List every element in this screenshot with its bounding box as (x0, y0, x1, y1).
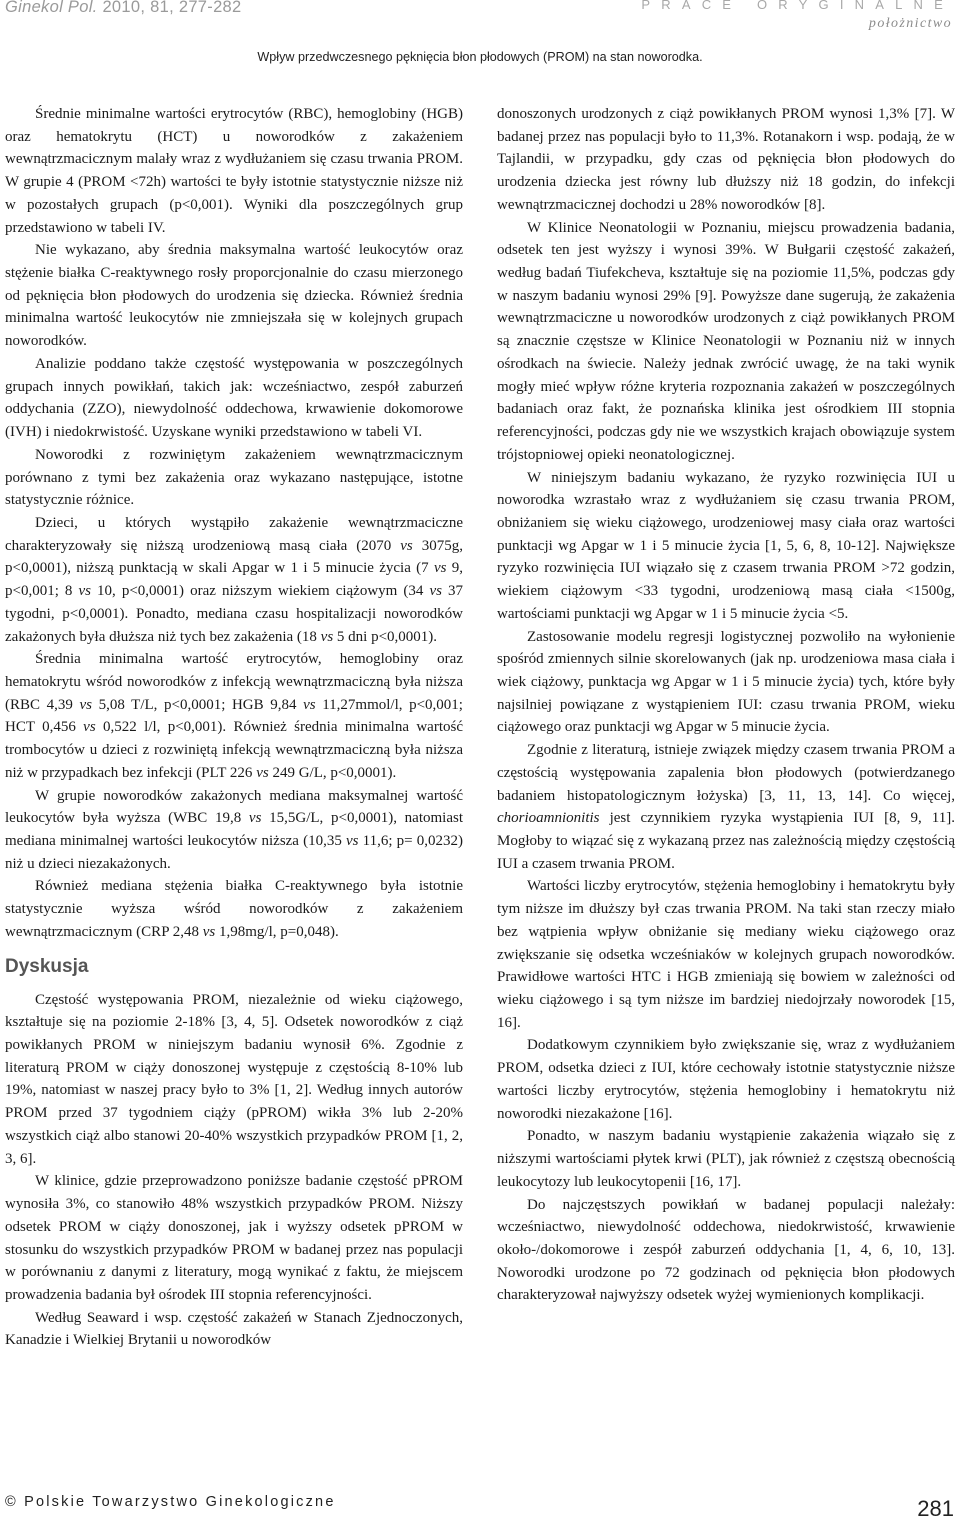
paragraph: Również mediana stężenia białka C-reaktywnego była istotnie statystycznie wyższa wśród noworodków z zakażeniem wewnątrzmacicznym (CRP 2,48 vs 1,98mg/l, p=0,048). (5, 878, 463, 940)
right-column (497, 103, 955, 1307)
paragraph: Analizie poddano także częstość występowania w poszczególnych grupach innych powikłań, takich jak: wcześniactwo, zespół zaburzeń oddychania (ZZO), niewydolność oddechowa, krwawienie dokomorowe (IVH) i niedokrwistość. Uzyskane wyniki przedstawiono w tabeli VI. (5, 355, 463, 441)
article-subsection-label: położnictwo (868, 16, 952, 31)
paragraph: Średnie minimalne wartości erytrocytów (RBC), hemoglobiny (HGB) oraz hematokrytu (HCT) u noworodków z zakażeniem wewnątrzmacicznym malały wraz z wydłużaniem się czasu trwania PROM. W grupie 4 (PROM <72h) wartości te były istotnie statystycznie niższe niż w pozostałych grupach (p<0,001). Wyniki dla poszczególnych grup przedstawiono w tabeli IV. (5, 106, 463, 236)
page-number: 281 (917, 1496, 954, 1521)
left-column (5, 103, 463, 1352)
paragraph: W klinice, gdzie przeprowadzono poniższe badanie częstość pPROM wynosiła 3%, co stanowiło 48% wszystkich przypadków PROM. Niższy odsetek PROM w ciąży donoszonej, jak i wyższy odsetek pPROM w stosunku do wszystkich przypadków PROM w badanej przez nas populacji w porównaniu z danymi z literatury, mogą wynikać z faktu, że miejscem prowadzenia badania był ośrodek III stopnia referencyjności. (5, 1173, 463, 1303)
paragraph: donoszonych urodzonych z ciąż powikłanych PROM wynosi 1,3% [7]. W badanej przez nas populacji było to 11,3%. Rotanakorn i wsp. podają, że w Tajlandii, w przypadku, gdy czas od pęknięcia błon płodowych do urodzenia dziecka jest równy lub dłuższy niż 18 godzin, do infekcji wewnątrzmacicznej dochodzi u 28% noworodków [8]. (497, 106, 955, 213)
paragraph: Noworodki z rozwiniętym zakażeniem wewnątrzmacicznym porównano z tymi bez zakażenia oraz wykazano następujące, istotne statystycznie różnice. (5, 446, 463, 509)
paragraph: Częstość występowania PROM, niezależnie od wieku ciążowego, kształtuje się na poziomie 2-18% [3, 4, 5]. Odsetek noworodków z ciąż powikłanych PROM w niniejszym badaniu wynosił 6%. Zgodnie z literaturą PROM w ciąży donoszonej występuje z częstością 8-10% lub 19%, natomiast w naszej pracy było to 3% [1, 2]. Według innych autorów PROM przed 37 tygodniem ciąży (pPROM) wikła 3% lub 2-20% wszystkich ciąż albo stanowi 20-40% wszystkich przypadków PROM [1, 2, 3, 6]. (5, 991, 463, 1167)
paragraph: W niniejszym badaniu wykazano, że ryzyko rozwinięcia IUI u noworodka wzrastało wraz z wydłużaniem się czasu trwania PROM, obniżaniem się wieku ciążowego, urodzeniowej masy ciała oraz wartości punktacji wg Apgar w 1 i 5 minucie życia [1, 5, 6, 8, 10-12]. Największe ryzyko rozwinięcia IUI wiązało się z czasem trwania PROM >72 godzin, wiekiem ciążowym <33 tygodni, urodzeniową masą ciała <1500g, wartościami punktacji wg Apgar w 1 i 5 minucie życia <5. (497, 469, 955, 622)
paragraph: W Klinice Neonatologii w Poznaniu, miejscu prowadzenia badania, odsetek ten jest wyższy i wynosi 39%. W Bułgarii częstość zakażeń, według badań Tiufekcheva, kształtuje się na poziomie 11,5%, podczas gdy w naszym badaniu wynosi 29% [9]. Powyższe dane sugerują, że zakażenia wewnątrzmaciczne u noworodków urodzonych z ciąż powikłanych PROM są znacznie częstsze w Klinice Neonatologii w Poznaniu niż w innych ośrodkach na świecie. Należy jednak zwrócić uwagę, że na taki wynik mogły mieć wpływ różne kryteria rozpoznania zakażeń w poszczególnych badaniach oraz fakt, że poznańska klinika jest ośrodkiem III stopnia referencyjności, podczas gdy nie we wszystkich krajach obowiązuje system trójstopniowej opieki neonatologicznej. (497, 219, 955, 463)
paragraph: Nie wykazano, aby średnia maksymalna wartość leukocytów oraz stężenie białka C-reaktywnego rosły proporcjonalnie do czasu mierzonego od pęknięcia błon płodowych do urodzenia się dziecka. Również średnia minimalna wartość leukocytów nie zmniejszała się w kolejnych grupach noworodków. (5, 242, 463, 350)
paragraph: Zgodnie z literaturą, istnieje związek między czasem trwania PROM a częstością występowania zapalenia błon płodowych (potwierdzanego badaniem histopatologicznym łożyska) [3, 11, 13, 14]. Co więcej, chorioamnionitis jest czynnikiem ryzyka wystąpienia IUI [8, 9, 11]. Mogłoby to wiązać się z wykazaną przez nas zależnością między częstością IUI a czasem trwania PROM. (497, 742, 955, 872)
paragraph: Dzieci, u których wystąpiło zakażenie wewnątrzmaciczne charakteryzowały się niższą urodzeniową masą ciała (2070 vs 3075g, p<0,0001), niższą punktacją w skali Apgar w 1 i 5 minucie życia (7 vs 9, p<0,001; 8 vs 10, p<0,0001) oraz niższym wiekiem ciążowym (34 vs 37 tygodni, p<0,0001). Ponadto, mediana czasu hospitalizacji noworodków zakażonych była dłuższa niż tych bez zakażenia (18 vs 5 dni p<0,0001). (5, 514, 464, 645)
paragraph: Dodatkowym czynnikiem było zwiększanie się, wraz z wydłużaniem PROM, odsetka dzieci z IUI, które cechowały istotnie statystycznie niższe wartości liczby erytrocytów, stężenia hemoglobiny i hematokrytu niż noworodki niezakażone [16]. (497, 1037, 955, 1122)
paragraph: Według Seaward i wsp. częstość zakażeń w Stanach Zjednoczonych, Kanadzie i Wielkiej Brytanii u noworodków (5, 1309, 463, 1349)
article-section-label: PRACE ORYGINALNE (641, 0, 954, 12)
publisher-credit: © Polskie Towarzystwo Ginekologiczne (5, 1494, 336, 1510)
citation-details: 2010, 81, 277-282 (102, 0, 242, 16)
paragraph: Zastosowanie modelu regresji logistycznej pozwoliło na wyłonienie spośród zmiennych silnie skorelowanych (jak np. urodzeniowa masa ciała i wiek ciążowy, punktacja wg Apgar w 1 i 5 minucie życia) tych, które były najsilniej powiązane z wystąpieniem IUI: czasu trwania PROM, wieku ciążowego oraz punktacji wg Apgar w 5 minucie życia. (497, 628, 955, 736)
section-heading-discussion: Dyskusja (5, 955, 89, 977)
paragraph: Ponadto, w naszym badaniu wystąpienie zakażenia wiązało się z niższymi wartościami płytek krwi (PLT), jak również z częstszą obecnością leukocytozy lub leukocytopenii [16, 17]. (497, 1128, 955, 1190)
journal-name: Ginekol Pol. (5, 0, 98, 16)
paragraph: Średnia minimalna wartość erytrocytów, hemoglobiny oraz hematokrytu wśród noworodków z infekcją wewnątrzmaciczną była niższa (RBC 4,39 vs 5,08 T/L, p<0,0001; HGB 9,84 vs 11,27mmol/l, p<0,001; HCT 0,456 vs 0,522 l/l, p<0,001). Również średnia minimalna wartość trombocytów u dzieci z rozwiniętą infekcją wewnątrzmaciczną była niższa niż w przypadkach bez infekcji (PLT 226 vs 249 G/L, p<0,0001). (5, 651, 463, 781)
running-title: Wpływ przedwczesnego pęknięcia błon płodowych (PROM) na stan noworodka. (257, 50, 703, 64)
paragraph: Wartości liczby erytrocytów, stężenia hemoglobiny i hematokrytu były tym niższe im dłuższy był czas trwania PROM. Na taki stan rzeczy miało bez wątpienia wpływ obniżanie się mediany wieku ciążowego oraz zwiększanie się odsetka wcześniaków w kolejnych grupach noworodków. Prawidłowe wartości HTC i HGB zmieniają się bowiem w zależności od wieku ciążowego i są tym niższe im bardziej niedojrzały noworodek [15, 16]. (497, 878, 955, 1031)
paragraph: Do najczęstszych powikłań w badanej populacji należały: wcześniactwo, niewydolność oddechowa, niedokrwistość, krwawienie około-/dokomorowe i zespół zaburzeń oddychania [1, 4, 6, 10, 13]. Noworodki urodzone po 72 godzinach od pęknięcia błon płodowych charakteryzował najwyższy odsetek wyżej wymienionych komplikacji. (497, 1196, 955, 1304)
journal-citation (5, 0, 242, 17)
paragraph: W grupie noworodków zakażonych mediana maksymalnej wartość leukocytów była wyższa (WBC 19,8 vs 15,5G/L, p<0,0001), natomiast mediana minimalnej wartości leukocytów niższa (10,35 vs 11,6; p= 0,0232) niż u dzieci niezakażonych. (5, 787, 463, 872)
